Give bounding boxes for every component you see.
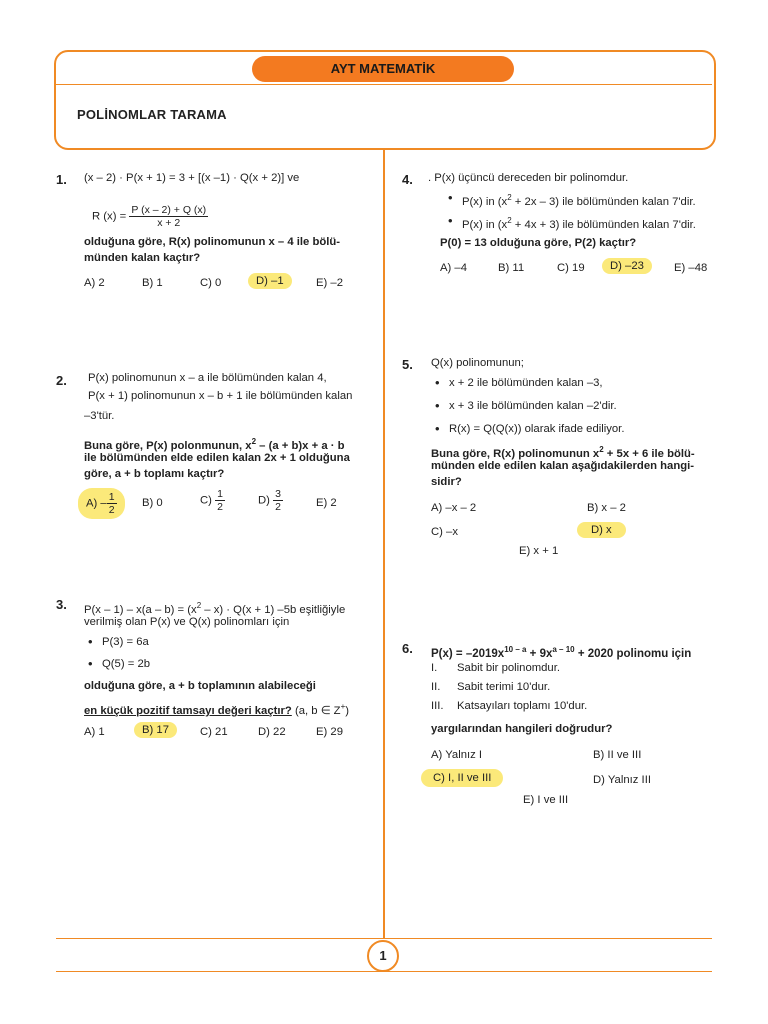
q4-bullet-1b: + 2x – 3) ile bölümünden kalan 7'dir. bbox=[511, 195, 696, 208]
q5-line-5b: + 5x + 6 ile bölü- bbox=[603, 447, 695, 460]
q2-line-3: –3'tür. bbox=[84, 410, 115, 422]
q1-line-3: olduğuna göre, R(x) polinomunun x – 4 ile bölü- bbox=[84, 236, 341, 248]
question-number-6: 6. bbox=[402, 641, 413, 656]
q3-option-b[interactable]: B) 17 bbox=[134, 722, 177, 738]
q2-option-b[interactable]: B) 0 bbox=[142, 497, 163, 509]
header-divider bbox=[56, 84, 712, 85]
question-1 bbox=[84, 170, 374, 300]
page-number: 1 bbox=[367, 940, 399, 972]
q4-bullet-2 bbox=[462, 213, 696, 233]
subject-badge: AYT MATEMATİK bbox=[252, 56, 514, 82]
q2-option-c-label: C) bbox=[200, 494, 212, 507]
question-5 bbox=[431, 355, 721, 565]
q2-option-c-frac bbox=[215, 488, 225, 513]
q1-option-c[interactable]: C) 0 bbox=[200, 277, 222, 289]
q1-formula bbox=[92, 204, 208, 229]
question-3 bbox=[84, 598, 379, 743]
q6-line-1a: P(x) = –2019x bbox=[431, 647, 505, 660]
q6-option-a[interactable]: A) Yalnız I bbox=[431, 749, 483, 761]
q2-option-e[interactable]: E) 2 bbox=[316, 497, 337, 509]
q3-line-1a: P(x – 1) – x(a – b) = (x bbox=[84, 603, 197, 616]
q2-option-d-num: 3 bbox=[275, 488, 281, 500]
q6-option-e[interactable]: E) I ve III bbox=[523, 794, 569, 806]
q6-line-1 bbox=[431, 642, 691, 662]
q4-option-c[interactable]: C) 19 bbox=[557, 262, 585, 274]
question-number-2: 2. bbox=[56, 373, 67, 388]
q2-option-d-frac bbox=[273, 488, 283, 513]
q2-option-c[interactable] bbox=[200, 488, 225, 513]
q5-line-5a: Buna göre, R(x) polinomunun x bbox=[431, 447, 600, 460]
q2-line-4a: Buna göre, P(x) polonmunun, x bbox=[84, 439, 252, 452]
q4-line-4: P(0) = 13 olduğuna göre, P(2) kaçtır? bbox=[440, 237, 637, 249]
q2-option-d-den: 2 bbox=[275, 501, 281, 513]
q4-bullet-1 bbox=[462, 190, 696, 210]
q3-line-1b: – x) · Q(x + 1) –5b eşitliğiyle bbox=[201, 603, 346, 616]
q2-line-2: P(x + 1) polinomunun x – b + 1 ile bölümünden kalan bbox=[88, 390, 353, 402]
q6-item-2-text: Sabit terimi 10'dur. bbox=[457, 681, 551, 693]
q2-option-a[interactable] bbox=[78, 488, 125, 519]
q3-line-1-sup: 2 bbox=[196, 601, 202, 610]
q2-option-d[interactable] bbox=[258, 488, 283, 513]
q2-line-4-sup: 2 bbox=[251, 437, 257, 446]
q1-option-e[interactable]: E) –2 bbox=[316, 277, 344, 289]
q6-item-2 bbox=[431, 679, 550, 695]
q6-item-3-text: Katsayıları toplamı 10'dur. bbox=[457, 700, 588, 712]
q6-line-1-sup2: a – 10 bbox=[552, 645, 575, 654]
q4-line-1: . P(x) üçüncü dereceden bir polinomdur. bbox=[428, 172, 629, 184]
q2-line-4b: – (a + b)x + a · b bbox=[256, 439, 345, 452]
q5-option-e[interactable]: E) x + 1 bbox=[519, 545, 559, 557]
q6-option-d[interactable]: D) Yalnız III bbox=[593, 774, 651, 786]
q3-line-2: verilmiş olan P(x) ve Q(x) polinomları için bbox=[84, 616, 290, 628]
q3-line-3: olduğuna göre, a + b toplamının alabileceği bbox=[84, 680, 316, 692]
q6-item-2-num: II. bbox=[431, 681, 441, 693]
q5-line-1: Q(x) polinomunun; bbox=[431, 357, 524, 369]
q3-option-e[interactable]: E) 29 bbox=[316, 726, 344, 738]
q5-bullet-2: • x + 3 ile bölümünden kalan –2'dir. bbox=[449, 398, 617, 414]
q6-line-5: yargılarından hangileri doğrudur? bbox=[431, 723, 613, 735]
q4-option-d[interactable]: D) –23 bbox=[602, 258, 652, 274]
q1-fraction-num: P (x – 2) + Q (x) bbox=[131, 204, 207, 216]
q6-item-3 bbox=[431, 698, 587, 714]
q3-line-4 bbox=[84, 699, 349, 719]
q1-option-a[interactable]: A) 2 bbox=[84, 277, 105, 289]
q2-option-a-num: 1 bbox=[108, 491, 115, 503]
q1-fraction bbox=[129, 204, 208, 229]
q3-option-c[interactable]: C) 21 bbox=[200, 726, 228, 738]
q1-fraction-den: x + 2 bbox=[157, 217, 181, 229]
q2-line-6: göre, a + b toplamı kaçtır? bbox=[84, 468, 225, 480]
footer-line-top bbox=[56, 938, 712, 939]
column-divider bbox=[383, 148, 385, 938]
q2-option-c-den: 2 bbox=[217, 501, 223, 513]
q5-option-b[interactable]: B) x – 2 bbox=[587, 502, 626, 514]
q5-bullet-3: • R(x) = Q(Q(x)) olarak ifade ediliyor. bbox=[449, 421, 624, 437]
q4-option-e[interactable]: E) –48 bbox=[674, 262, 708, 274]
q2-option-d-label: D) bbox=[258, 494, 270, 507]
q3-line-4c: ) bbox=[345, 704, 350, 717]
q5-line-6: münden elde edilen kalan aşağıdakilerden hangi- bbox=[431, 460, 695, 472]
q4-bullet-2b: + 4x + 3) ile bölümünden kalan 7'dir. bbox=[511, 218, 696, 231]
q5-line-7: sidir? bbox=[431, 476, 462, 488]
q5-option-d[interactable]: D) x bbox=[577, 522, 626, 538]
q5-bullet-1: • x + 2 ile bölümünden kalan –3, bbox=[449, 375, 603, 391]
q1-formula-lhs: R (x) = bbox=[92, 210, 127, 223]
section-title: POLİNOMLAR TARAMA bbox=[77, 107, 227, 122]
q3-bullet-1: • P(3) = 6a bbox=[102, 634, 149, 650]
q6-option-b[interactable]: B) II ve III bbox=[593, 749, 642, 761]
q5-option-a[interactable]: A) –x – 2 bbox=[431, 502, 477, 514]
q2-line-1: P(x) polinomunun x – a ile bölümünden kalan 4, bbox=[88, 372, 327, 384]
question-6 bbox=[431, 642, 721, 812]
q1-line-1: (x – 2) · P(x + 1) = 3 + [(x –1) · Q(x + 2)] ve bbox=[84, 172, 300, 184]
question-number-3: 3. bbox=[56, 597, 67, 612]
q1-line-4: münden kalan kaçtır? bbox=[84, 252, 201, 264]
q2-option-c-num: 1 bbox=[217, 488, 223, 500]
q5-line-5-sup: 2 bbox=[599, 445, 604, 454]
q4-option-b[interactable]: B) 11 bbox=[498, 262, 525, 274]
q4-option-a[interactable]: A) –4 bbox=[440, 262, 468, 274]
q6-line-1-sup1: 10 – a bbox=[504, 645, 527, 654]
q6-line-1b: + 9x bbox=[526, 647, 553, 660]
q3-line-4a: en küçük pozitif tamsayı değeri kaçtır? bbox=[84, 704, 292, 717]
q4-bullet-1-sup: 2 bbox=[507, 193, 512, 202]
q2-option-a-label: A) – bbox=[86, 497, 107, 510]
q1-option-d[interactable]: D) –1 bbox=[248, 273, 292, 289]
q2-option-a-frac bbox=[107, 491, 117, 516]
q4-bullet-2-sup: 2 bbox=[507, 216, 512, 225]
q3-option-d[interactable]: D) 22 bbox=[258, 726, 286, 738]
q4-bullet-1a: P(x) in (x bbox=[462, 195, 508, 208]
question-number-5: 5. bbox=[402, 357, 413, 372]
question-2 bbox=[84, 370, 379, 520]
q6-item-1 bbox=[431, 660, 560, 676]
q5-option-c[interactable]: C) –x bbox=[431, 526, 458, 538]
question-number-4: 4. bbox=[402, 172, 413, 187]
q2-line-5: ile bölümünden elde edilen kalan 2x + 1 olduğuna bbox=[84, 452, 350, 464]
q4-bullet-2a: P(x) in (x bbox=[462, 218, 508, 231]
q2-option-a-den: 2 bbox=[108, 504, 115, 516]
q6-item-3-num: III. bbox=[431, 700, 444, 712]
q6-item-1-num: I. bbox=[431, 662, 438, 674]
q3-line-4b: (a, b ∈ Z bbox=[294, 704, 341, 717]
q1-option-b[interactable]: B) 1 bbox=[142, 277, 163, 289]
q6-item-1-text: Sabit bir polinomdur. bbox=[457, 662, 560, 674]
q6-option-c[interactable]: C) I, II ve III bbox=[421, 769, 503, 787]
question-4 bbox=[428, 170, 718, 280]
q3-option-a[interactable]: A) 1 bbox=[84, 726, 105, 738]
q3-line-4-sup: + bbox=[340, 702, 346, 711]
q6-line-1c: + 2020 polinomu için bbox=[574, 647, 692, 660]
question-number-1: 1. bbox=[56, 172, 67, 187]
q3-bullet-2: • Q(5) = 2b bbox=[102, 656, 150, 672]
